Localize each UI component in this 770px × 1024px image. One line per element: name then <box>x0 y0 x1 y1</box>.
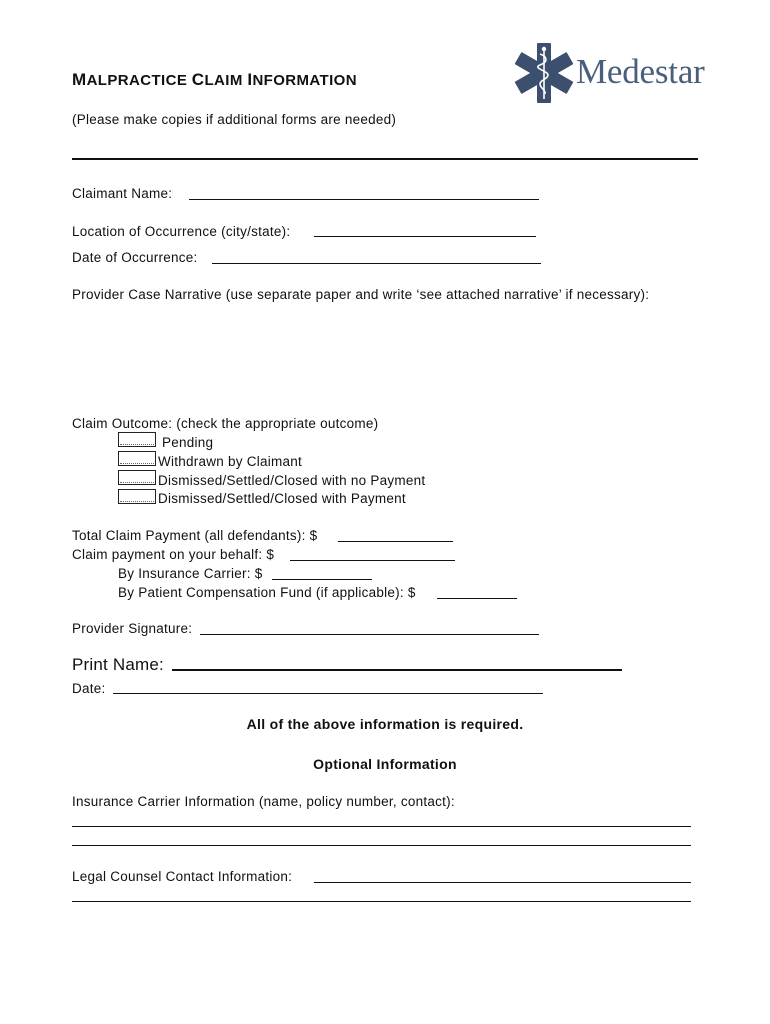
legal-counsel-field-1[interactable] <box>314 882 691 883</box>
narrative-label: Provider Case Narrative (use separate paper and write ‘see attached narrative’ if necessary): <box>72 287 650 302</box>
date-occurrence-field[interactable] <box>212 263 541 264</box>
legal-counsel-field-2[interactable] <box>72 901 691 902</box>
total-payment-field[interactable] <box>338 541 453 542</box>
fund-payment-label: By Patient Compensation Fund (if applicable): $ <box>118 585 416 600</box>
provider-signature-label: Provider Signature: <box>72 621 193 636</box>
star-of-life-icon <box>512 40 576 104</box>
withdrawn-checkbox[interactable] <box>118 451 156 466</box>
location-field[interactable] <box>314 236 536 237</box>
carrier-payment-field[interactable] <box>272 579 372 580</box>
optional-heading: Optional Information <box>313 756 457 772</box>
provider-signature-field[interactable] <box>200 634 539 635</box>
print-name-label: Print Name: <box>72 655 164 674</box>
claim-outcome-label: Claim Outcome: (check the appropriate outcome) <box>72 416 379 431</box>
required-note: All of the above information is required. <box>246 716 524 732</box>
date-label: Date: <box>72 681 106 696</box>
insurance-carrier-field-1[interactable] <box>72 826 691 827</box>
logo-text: Medestar <box>576 52 705 91</box>
behalf-payment-field[interactable] <box>290 560 455 561</box>
pending-option: Pending <box>162 435 214 450</box>
carrier-payment-label: By Insurance Carrier: $ <box>118 566 263 581</box>
location-label: Location of Occurrence (city/state): <box>72 224 291 239</box>
date-field[interactable] <box>113 693 543 694</box>
claimant-name-label: Claimant Name: <box>72 186 173 201</box>
with-payment-checkbox[interactable] <box>118 489 156 504</box>
total-payment-label: Total Claim Payment (all defendants): $ <box>72 528 318 543</box>
claimant-name-field[interactable] <box>189 199 539 200</box>
print-name-field[interactable] <box>172 669 622 671</box>
legal-counsel-label: Legal Counsel Contact Information: <box>72 869 293 884</box>
withdrawn-option: Withdrawn by Claimant <box>158 454 303 469</box>
behalf-payment-label: Claim payment on your behalf: $ <box>72 547 275 562</box>
no-payment-option: Dismissed/Settled/Closed with no Payment <box>158 473 426 488</box>
date-occurrence-label: Date of Occurrence: <box>72 250 198 265</box>
subtitle: (Please make copies if additional forms are needed) <box>72 112 397 127</box>
insurance-carrier-field-2[interactable] <box>72 845 691 846</box>
form-title: MALPRACTICE CLAIM INFORMATION <box>72 70 357 89</box>
with-payment-option: Dismissed/Settled/Closed with Payment <box>158 491 406 506</box>
header-divider <box>72 158 698 160</box>
pending-checkbox[interactable] <box>118 432 156 447</box>
fund-payment-field[interactable] <box>437 598 517 599</box>
no-payment-checkbox[interactable] <box>118 470 156 485</box>
insurance-carrier-label: Insurance Carrier Information (name, policy number, contact): <box>72 794 455 809</box>
